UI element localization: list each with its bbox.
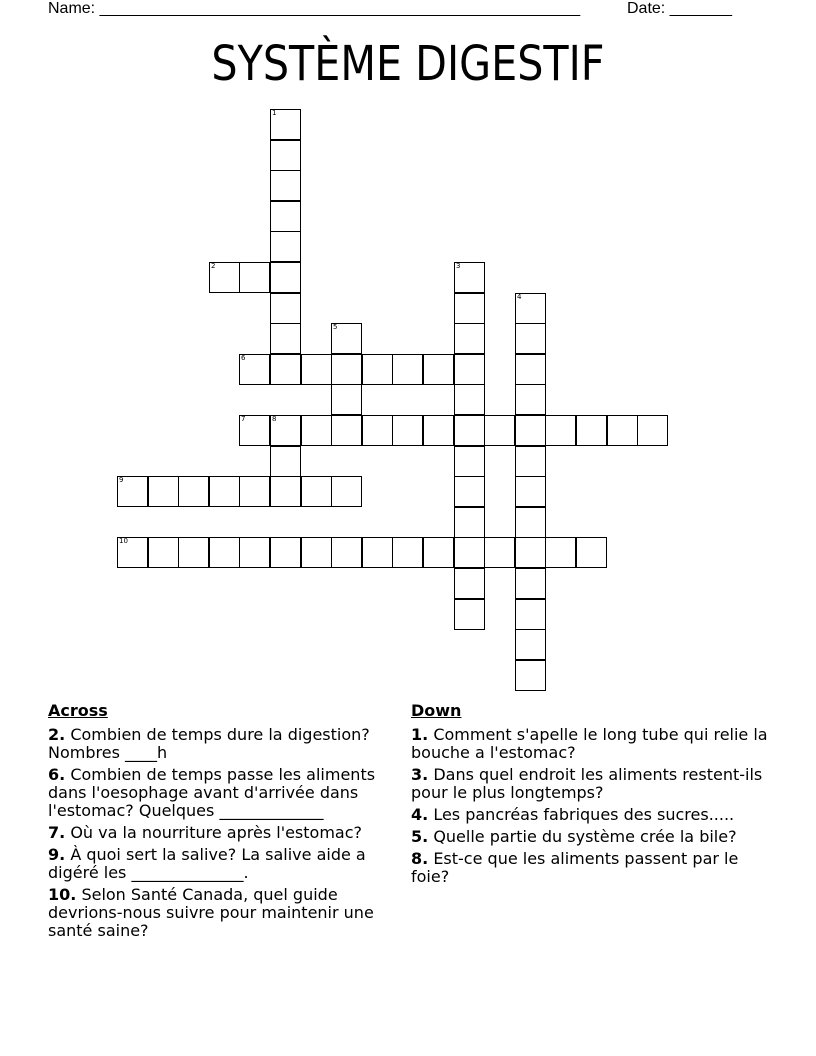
clue-text: Combien de temps passe les aliments dans l'oesophage avant d'arrivée dans l'estomac? Quelques _____________ <box>48 765 376 820</box>
crossword-cell[interactable] <box>454 354 485 385</box>
crossword-cell[interactable] <box>515 415 546 446</box>
date-field-label: Date: _______ <box>627 0 732 17</box>
clue-text: Combien de temps dure la digestion? Nombres ____h <box>48 725 370 762</box>
clue-down-8 <box>411 850 771 886</box>
clue-text: Est-ce que les aliments passent par le foie? <box>411 849 739 886</box>
crossword-cell[interactable] <box>392 415 423 446</box>
crossword-cell[interactable] <box>209 476 240 507</box>
crossword-cell[interactable] <box>178 476 209 507</box>
clue-text: À quoi sert la salive? La salive aide a digéré les ______________. <box>48 845 366 882</box>
crossword-cell[interactable] <box>362 415 393 446</box>
crossword-cell[interactable] <box>148 537 179 568</box>
name-field-label: Name: ______________________________________________________ <box>48 0 581 17</box>
crossword-cell[interactable] <box>148 476 179 507</box>
across-heading: Across <box>48 701 108 720</box>
crossword-cell[interactable] <box>301 415 332 446</box>
crossword-cell[interactable] <box>270 262 301 293</box>
crossword-cell[interactable] <box>270 323 301 354</box>
clue-across-6 <box>48 766 408 820</box>
crossword-cell[interactable] <box>454 476 485 507</box>
crossword-cell[interactable] <box>239 476 270 507</box>
crossword-cell[interactable] <box>637 415 668 446</box>
crossword-cell[interactable] <box>515 568 546 599</box>
clue-number: 9. <box>48 845 66 864</box>
crossword-cell[interactable] <box>331 323 362 354</box>
crossword-cell[interactable] <box>331 537 362 568</box>
crossword-cell[interactable] <box>331 384 362 415</box>
clue-down-4 <box>411 806 771 824</box>
crossword-cell[interactable] <box>515 660 546 691</box>
crossword-cell[interactable] <box>239 415 270 446</box>
down-heading: Down <box>411 701 462 720</box>
crossword-cell[interactable] <box>270 140 301 171</box>
clue-number: 5. <box>411 827 429 846</box>
crossword-cell[interactable] <box>270 231 301 262</box>
clue-down-3 <box>411 766 771 802</box>
crossword-cell[interactable] <box>423 415 454 446</box>
crossword-cell[interactable] <box>423 537 454 568</box>
clue-text: Selon Santé Canada, quel guide devrions-nous suivre pour maintenir une santé saine? <box>48 885 374 940</box>
crossword-cell[interactable] <box>545 415 576 446</box>
clue-number: 7. <box>48 823 66 842</box>
crossword-cell[interactable] <box>454 599 485 630</box>
clue-number: 3. <box>411 765 429 784</box>
crossword-cell[interactable] <box>454 262 485 293</box>
crossword-cell[interactable] <box>331 354 362 385</box>
crossword-cell[interactable] <box>117 476 148 507</box>
crossword-cell[interactable] <box>239 354 270 385</box>
clue-text: Où va la nourriture après l'estomac? <box>70 823 363 842</box>
crossword-cell[interactable] <box>270 446 301 477</box>
crossword-cell[interactable] <box>239 262 270 293</box>
crossword-cell[interactable] <box>270 293 301 324</box>
crossword-cell[interactable] <box>270 415 301 446</box>
crossword-cell[interactable] <box>270 109 301 140</box>
clue-down-1 <box>411 726 771 762</box>
crossword-cell[interactable] <box>515 384 546 415</box>
crossword-cell[interactable] <box>576 537 607 568</box>
crossword-cell[interactable] <box>209 262 240 293</box>
clue-number-label: 5 <box>333 323 338 331</box>
crossword-cell[interactable] <box>454 415 485 446</box>
clue-number: 8. <box>411 849 429 868</box>
clue-number-label: 2 <box>211 262 216 270</box>
crossword-cell[interactable] <box>515 354 546 385</box>
crossword-cell[interactable] <box>454 323 485 354</box>
crossword-cell[interactable] <box>392 537 423 568</box>
crossword-cell[interactable] <box>515 446 546 477</box>
clue-across-7 <box>48 824 408 842</box>
clue-number-label: 6 <box>241 354 246 362</box>
down-clues <box>411 702 771 890</box>
crossword-cell[interactable] <box>209 537 240 568</box>
page-title: SYSTÈME DIGESTIF <box>211 36 605 92</box>
crossword-cell[interactable] <box>515 323 546 354</box>
clue-number-label: 10 <box>119 537 128 545</box>
crossword-cell[interactable] <box>270 537 301 568</box>
clue-down-5 <box>411 828 771 846</box>
crossword-cell[interactable] <box>117 537 148 568</box>
clue-number-label: 4 <box>517 293 522 301</box>
clue-number-label: 1 <box>272 109 277 117</box>
crossword-cell[interactable] <box>270 476 301 507</box>
crossword-cell[interactable] <box>392 354 423 385</box>
crossword-cell[interactable] <box>454 507 485 538</box>
crossword-cell[interactable] <box>362 354 393 385</box>
crossword-cell[interactable] <box>270 354 301 385</box>
crossword-cell[interactable] <box>301 476 332 507</box>
clue-number-label: 8 <box>272 415 277 423</box>
clue-number: 6. <box>48 765 66 784</box>
crossword-cell[interactable] <box>239 537 270 568</box>
crossword-cell[interactable] <box>270 201 301 232</box>
clue-number: 4. <box>411 805 429 824</box>
crossword-cell[interactable] <box>515 476 546 507</box>
crossword-cell[interactable] <box>515 629 546 660</box>
clue-text: Quelle partie du système crée la bile? <box>433 827 737 846</box>
clue-number: 1. <box>411 725 429 744</box>
clue-number: 10. <box>48 885 77 904</box>
crossword-cell[interactable] <box>270 170 301 201</box>
crossword-cell[interactable] <box>454 537 485 568</box>
crossword-cell[interactable] <box>331 415 362 446</box>
clue-text: Les pancréas fabriques des sucres..... <box>433 805 735 824</box>
crossword-cell[interactable] <box>362 537 393 568</box>
clue-text: Comment s'apelle le long tube qui relie la bouche a l'estomac? <box>411 725 768 762</box>
crossword-cell[interactable] <box>515 293 546 324</box>
clue-across-9 <box>48 846 408 882</box>
crossword-cell[interactable] <box>545 537 576 568</box>
clue-across-10 <box>48 886 408 940</box>
crossword-cell[interactable] <box>454 568 485 599</box>
crossword-cell[interactable] <box>515 537 546 568</box>
crossword-cell[interactable] <box>484 415 515 446</box>
crossword-cell[interactable] <box>301 537 332 568</box>
crossword-cell[interactable] <box>423 354 454 385</box>
clue-across-2 <box>48 726 408 762</box>
clue-number-label: 3 <box>456 262 461 270</box>
crossword-cell[interactable] <box>454 293 485 324</box>
crossword-cell[interactable] <box>331 476 362 507</box>
crossword-cell[interactable] <box>178 537 209 568</box>
clue-number-label: 7 <box>241 415 246 423</box>
crossword-cell[interactable] <box>515 599 546 630</box>
clue-number: 2. <box>48 725 66 744</box>
crossword-cell[interactable] <box>576 415 607 446</box>
crossword-cell[interactable] <box>607 415 638 446</box>
clue-text: Dans quel endroit les aliments restent-ils pour le plus longtemps? <box>411 765 763 802</box>
crossword-cell[interactable] <box>454 384 485 415</box>
crossword-cell[interactable] <box>515 507 546 538</box>
crossword-cell[interactable] <box>484 537 515 568</box>
clue-number-label: 9 <box>119 476 124 484</box>
crossword-cell[interactable] <box>454 446 485 477</box>
crossword-cell[interactable] <box>301 354 332 385</box>
across-clues <box>48 702 408 944</box>
